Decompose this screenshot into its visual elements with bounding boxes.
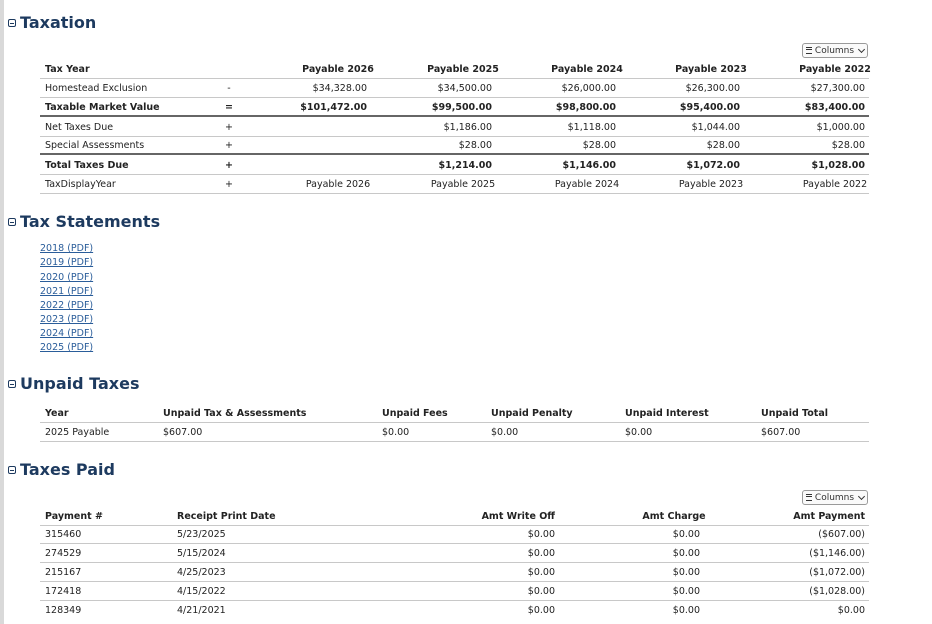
unpaid-taxes-title: Unpaid Taxes <box>20 374 140 393</box>
columns-icon <box>806 47 812 54</box>
unpaid-header-row: Year Unpaid Tax & Assessments Unpaid Fees Unpaid Penalty Unpaid Interest Unpaid Total <box>40 404 869 423</box>
statement-link-2019[interactable]: 2019 (PDF) <box>40 257 94 268</box>
table-row: Special Assessments + $28.00 $28.00 $28.00 $28.00 <box>40 136 869 155</box>
taxes-paid-header-row: Payment # Receipt Print Date Amt Write Off Amt Charge Amt Payment <box>40 507 869 526</box>
statement-link-2018[interactable]: 2018 (PDF) <box>40 243 94 254</box>
statement-link-2020[interactable]: 2020 (PDF) <box>40 272 94 283</box>
chevron-down-icon <box>858 45 865 52</box>
statement-link-2023[interactable]: 2023 (PDF) <box>40 314 94 325</box>
taxation-title: Taxation <box>20 13 97 32</box>
tax-statements-title: Tax Statements <box>20 212 161 231</box>
left-edge-bar <box>0 0 4 624</box>
table-row: 215167 4/25/2023 $0.00 $0.00 ($1,072.00) <box>40 563 869 582</box>
table-row: 2025 Payable $607.00 $0.00 $0.00 $0.00 $607.00 <box>40 423 869 442</box>
table-row: Taxable Market Value = $101,472.00 $99,500.00 $98,800.00 $95,400.00 $83,400.00 <box>40 98 869 117</box>
table-row: Total Taxes Due + $1,214.00 $1,146.00 $1,072.00 $1,028.00 <box>40 156 869 175</box>
taxes-paid-section-header[interactable] <box>8 460 115 479</box>
table-row: 315460 5/23/2025 $0.00 $0.00 ($607.00) <box>40 525 869 544</box>
collapse-icon[interactable] <box>8 19 16 27</box>
taxation-header-row: Tax Year Payable 2026 Payable 2025 Payable 2024 Payable 2023 Payable 2022 <box>40 60 869 79</box>
columns-icon <box>806 494 812 501</box>
tax-statements-section-header[interactable] <box>8 212 160 231</box>
table-row: 128349 4/21/2021 $0.00 $0.00 $0.00 <box>45 605 865 616</box>
statement-link-2022[interactable]: 2022 (PDF) <box>40 300 94 311</box>
chevron-down-icon <box>858 492 865 499</box>
taxation-section-header[interactable] <box>8 13 96 32</box>
taxes-paid-columns-button[interactable]: Columns <box>802 490 868 505</box>
table-row: 274529 5/15/2024 $0.00 $0.00 ($1,146.00) <box>40 544 869 563</box>
table-row: Homestead Exclusion - $34,328.00 $34,500.00 $26,000.00 $26,300.00 $27,300.00 <box>40 79 869 98</box>
table-row: Net Taxes Due + $1,186.00 $1,118.00 $1,044.00 $1,000.00 <box>40 118 869 137</box>
taxes-paid-title: Taxes Paid <box>20 460 115 479</box>
taxation-columns-button[interactable]: Columns <box>802 43 868 58</box>
table-row: 172418 4/15/2022 $0.00 $0.00 ($1,028.00) <box>40 582 869 601</box>
collapse-icon[interactable] <box>8 218 16 226</box>
unpaid-taxes-section-header[interactable] <box>8 374 139 393</box>
collapse-icon[interactable] <box>8 380 16 388</box>
table-row: TaxDisplayYear + Payable 2026 Payable 2025 Payable 2024 Payable 2023 Payable 2022 <box>40 175 869 194</box>
statement-link-2024[interactable]: 2024 (PDF) <box>40 328 94 339</box>
statement-link-2025[interactable]: 2025 (PDF) <box>40 342 94 353</box>
collapse-icon[interactable] <box>8 466 16 474</box>
statement-link-2021[interactable]: 2021 (PDF) <box>40 286 94 297</box>
